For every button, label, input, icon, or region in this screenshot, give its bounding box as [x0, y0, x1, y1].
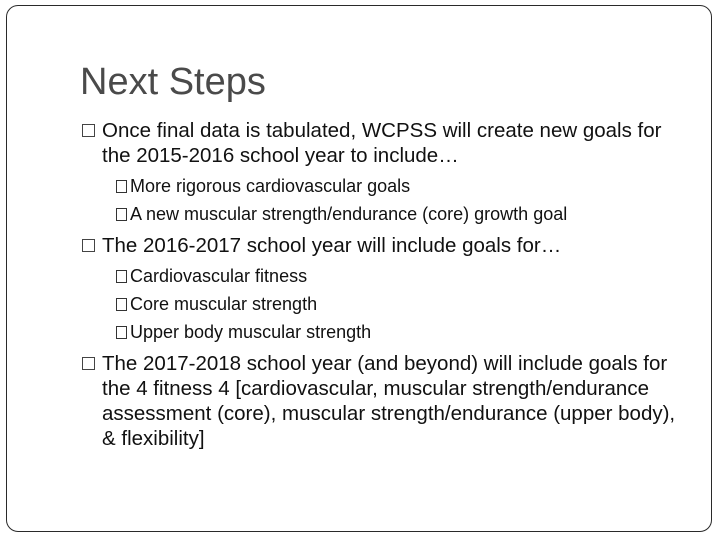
sub-bullet-text: Cardiovascular fitness: [130, 266, 308, 286]
sub-bullet-icon: [116, 270, 127, 283]
bullet-item-3-text: The 2017-2018 school year (and beyond) will include goals for the 4 fitness 4 [cardiovascular, muscular strength/endurance assessment (core), muscular strength/endurance (upper body), & flexibility]: [102, 352, 676, 450]
square-bullet-icon: [82, 239, 95, 252]
sub-bullet-icon: [116, 326, 127, 339]
sub-bullet-item: [116, 172, 682, 200]
sub-bullet-icon: [116, 208, 127, 221]
sub-bullet-text: Core muscular strength: [130, 294, 318, 314]
sub-bullet-text: A new muscular strength/endurance (core) growth goal: [130, 204, 568, 224]
sub-bullet-item: [116, 318, 682, 346]
bullet-item-1: [82, 118, 682, 168]
sub-bullet-text: Upper body muscular strength: [130, 322, 372, 342]
bullet-item-2: [82, 233, 682, 258]
sub-bullet-item: [116, 200, 682, 228]
sub-bullet-icon: [116, 180, 127, 193]
bullet-item-1-text: Once final data is tabulated, WCPSS will create new goals for the 2015-2016 school year to include…: [102, 119, 662, 167]
sub-bullet-item: [116, 290, 682, 318]
slide-body: [82, 118, 682, 451]
sub-bullet-item: [116, 262, 682, 290]
sub-bullet-text: More rigorous cardiovascular goals: [130, 176, 411, 196]
bullet-item-3: [82, 351, 682, 451]
slide-title: Next Steps: [80, 61, 266, 103]
bullet-item-2-text: The 2016-2017 school year will include goals for…: [102, 234, 562, 257]
square-bullet-icon: [82, 357, 95, 370]
square-bullet-icon: [82, 124, 95, 137]
sub-bullet-icon: [116, 298, 127, 311]
